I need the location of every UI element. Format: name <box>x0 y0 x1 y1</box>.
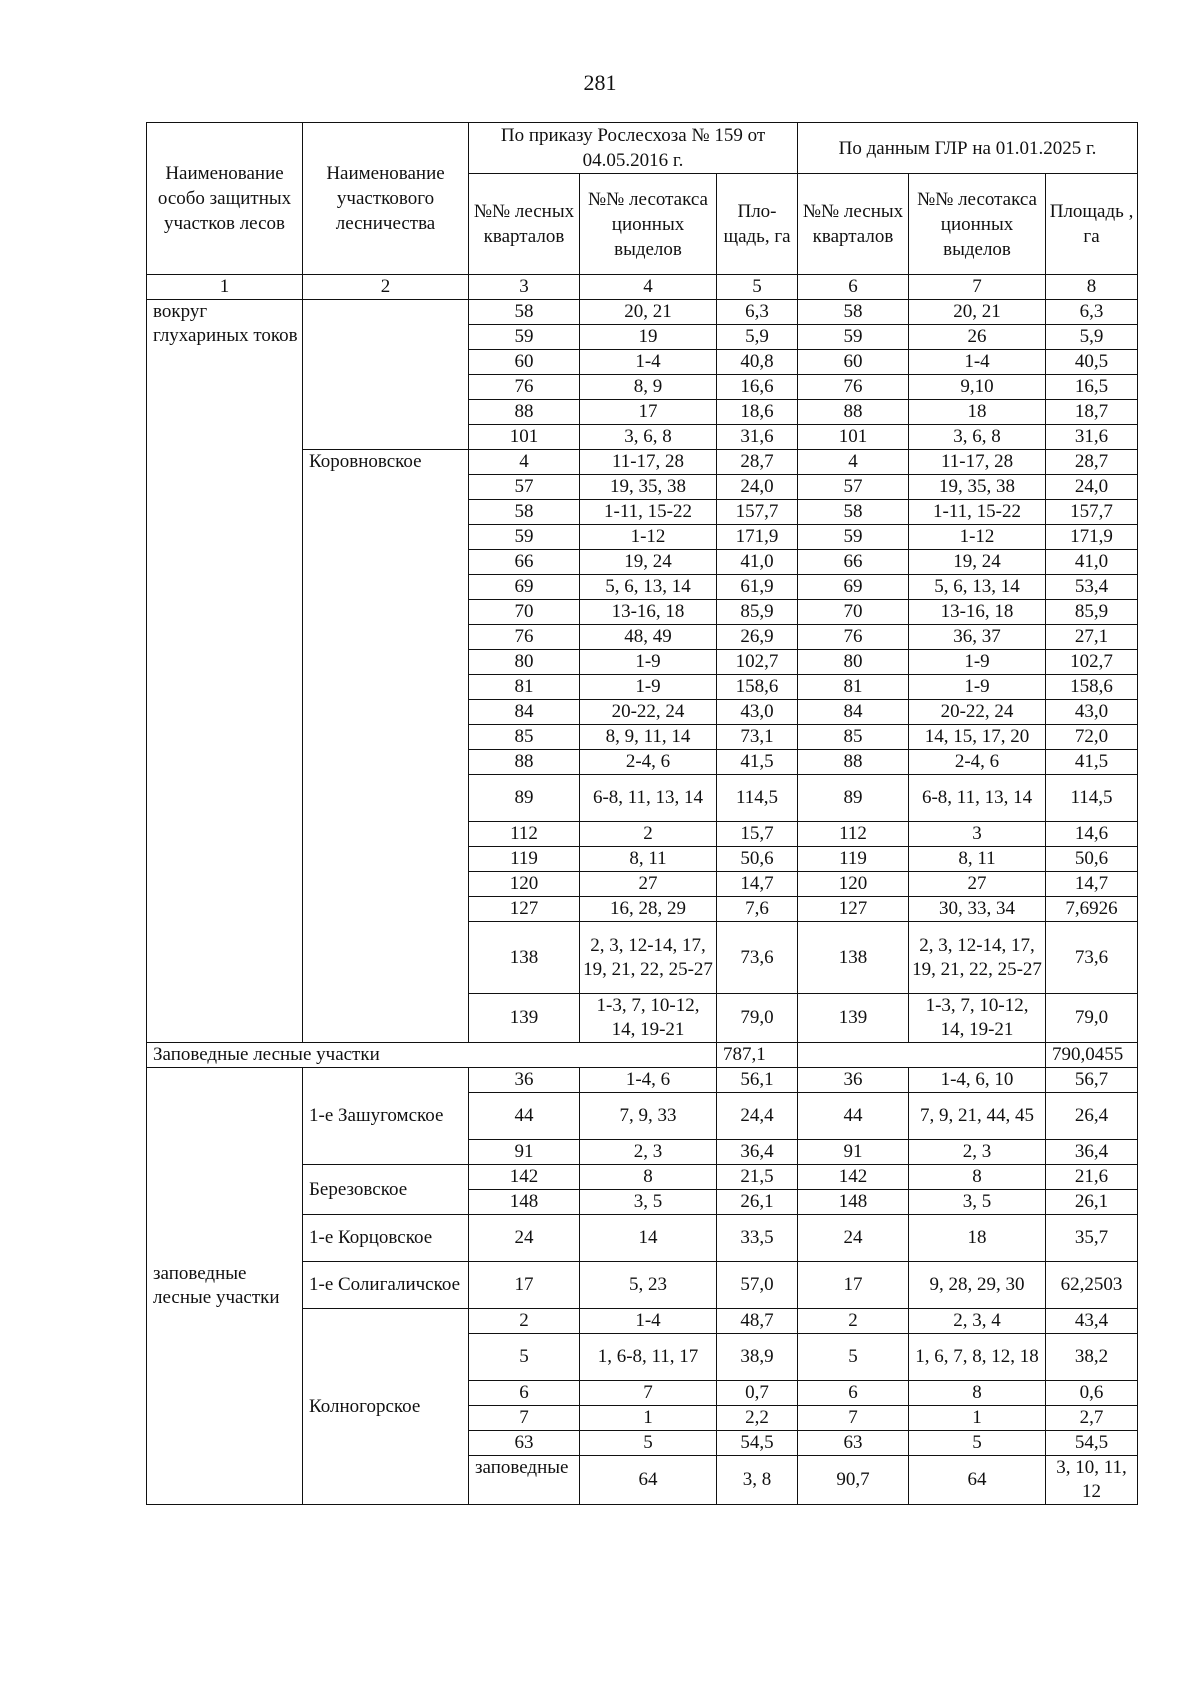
quarter-old-cell: 76 <box>469 625 580 650</box>
allotment-new-cell: 2-4, 6 <box>909 750 1046 775</box>
quarter-old-cell: 6 <box>469 1381 580 1406</box>
column-number: 1 <box>147 275 303 300</box>
quarter-old-cell: 59 <box>469 525 580 550</box>
area-old-cell: 5,9 <box>717 325 798 350</box>
quarter-new-cell: 58 <box>798 300 909 325</box>
empty-cell <box>303 300 469 450</box>
quarter-new-cell: 17 <box>798 1262 909 1309</box>
allotment-new-cell: 1-9 <box>909 675 1046 700</box>
quarter-old-cell: 80 <box>469 650 580 675</box>
quarter-old-cell: 66 <box>469 550 580 575</box>
quarter-new-cell: 70 <box>798 600 909 625</box>
allotment-new-cell: 18 <box>909 400 1046 425</box>
area-new-cell: 36,4 <box>1046 1140 1138 1165</box>
allotment-old-cell: 7 <box>580 1381 717 1406</box>
allotment-new-cell: 6-8, 11, 13, 14 <box>909 775 1046 822</box>
allotment-new-cell: 8 <box>909 1165 1046 1190</box>
quarter-old-cell: 101 <box>469 425 580 450</box>
quarter-new-cell: 120 <box>798 872 909 897</box>
allotment-old-cell: 8, 9, 11, 14 <box>580 725 717 750</box>
quarter-old-cell: 88 <box>469 750 580 775</box>
quarter-old-cell: 69 <box>469 575 580 600</box>
area-old-cell: 61,9 <box>717 575 798 600</box>
area-old-cell: 102,7 <box>717 650 798 675</box>
area-new-cell: 43,4 <box>1046 1309 1138 1334</box>
area-new-cell: 2,7 <box>1046 1406 1138 1431</box>
allotment-new-cell: 3 <box>909 822 1046 847</box>
protected-area-or-forestry-label: 1-е Солигаличское <box>303 1262 469 1309</box>
quarter-new-cell: 59 <box>798 325 909 350</box>
allotment-old-cell: 2-4, 6 <box>580 750 717 775</box>
allotment-new-cell: 1, 6, 7, 8, 12, 18 <box>909 1334 1046 1381</box>
area-old-cell: 90,7 <box>798 1456 909 1505</box>
allotment-old-cell: 1-4, 6 <box>580 1068 717 1093</box>
area-old-cell: 24,4 <box>717 1093 798 1140</box>
quarter-new-cell: 127 <box>798 897 909 922</box>
quarter-new-cell: 4 <box>798 450 909 475</box>
quarter-new-cell: 69 <box>798 575 909 600</box>
allotment-old-cell: 8 <box>580 1165 717 1190</box>
allotment-old-cell: 1 <box>580 1406 717 1431</box>
allotment-new-cell: 19, 35, 38 <box>909 475 1046 500</box>
area-old-cell: 24,0 <box>717 475 798 500</box>
quarter-old-cell: 63 <box>469 1431 580 1456</box>
header-glr-group: По данным ГЛР на 01.01.2025 г. <box>798 123 1138 174</box>
allotment-old-cell: 1-4 <box>580 1309 717 1334</box>
allotment-old-cell: 1-4 <box>580 350 717 375</box>
area-old-cell: 41,5 <box>717 750 798 775</box>
quarter-new-cell: 84 <box>798 700 909 725</box>
area-new-cell: 43,0 <box>1046 700 1138 725</box>
area-new-cell: 14,7 <box>1046 872 1138 897</box>
allotment-new-cell: 1-3, 7, 10-12, 14, 19-21 <box>909 994 1046 1043</box>
area-old-cell: 18,6 <box>717 400 798 425</box>
allotment-old-cell: 3, 8 <box>717 1456 798 1505</box>
allotment-new-cell: 27 <box>909 872 1046 897</box>
allotment-old-cell: 20, 21 <box>580 300 717 325</box>
allotment-old-cell: 1-9 <box>580 675 717 700</box>
area-old-cell: 21,5 <box>717 1165 798 1190</box>
quarter-old-cell: 17 <box>469 1262 580 1309</box>
allotment-new-cell: 1-4, 6, 10 <box>909 1068 1046 1093</box>
quarter-new-cell: 44 <box>798 1093 909 1140</box>
area-old-cell: 16,6 <box>717 375 798 400</box>
area-old-cell: 6,3 <box>717 300 798 325</box>
area-new-cell: 73,6 <box>1046 922 1138 994</box>
empty-cell <box>798 1043 1046 1068</box>
quarter-old-cell: 36 <box>469 1068 580 1093</box>
header-quarters-new: №№ лесных кварталов <box>798 174 909 275</box>
allotment-new-cell: 9, 28, 29, 30 <box>909 1262 1046 1309</box>
quarter-new-cell: 139 <box>798 994 909 1043</box>
area-new-cell: 5,9 <box>1046 325 1138 350</box>
area-new-cell: 157,7 <box>1046 500 1138 525</box>
quarter-new-cell: 5 <box>798 1334 909 1381</box>
column-number: 5 <box>717 275 798 300</box>
protected-area-or-forestry-label: вокруг глухариных токов <box>147 300 303 1043</box>
allotment-new-cell: 13-16, 18 <box>909 600 1046 625</box>
allotment-new-cell: 8 <box>909 1381 1046 1406</box>
area-old-cell: 79,0 <box>717 994 798 1043</box>
allotment-new-cell: 36, 37 <box>909 625 1046 650</box>
area-old-cell: 36,4 <box>717 1140 798 1165</box>
area-new-cell: 35,7 <box>1046 1215 1138 1262</box>
quarter-new-cell: 64 <box>909 1456 1046 1505</box>
area-old-cell: 40,8 <box>717 350 798 375</box>
area-old-cell: 26,1 <box>717 1190 798 1215</box>
quarter-new-cell: 66 <box>798 550 909 575</box>
quarter-new-cell: 148 <box>798 1190 909 1215</box>
quarter-old-cell: 44 <box>469 1093 580 1140</box>
quarter-old-cell: 88 <box>469 400 580 425</box>
area-new-cell: 6,3 <box>1046 300 1138 325</box>
area-old-cell: 85,9 <box>717 600 798 625</box>
quarter-old-cell: 85 <box>469 725 580 750</box>
quarter-new-cell: 85 <box>798 725 909 750</box>
allotment-new-cell: 5, 6, 13, 14 <box>909 575 1046 600</box>
quarter-new-cell: 2 <box>798 1309 909 1334</box>
area-old-cell: 2,2 <box>717 1406 798 1431</box>
area-new-cell: 79,0 <box>1046 994 1138 1043</box>
area-old-cell: 28,7 <box>717 450 798 475</box>
allotment-new-cell: 3, 10, 11, 12 <box>1046 1456 1138 1505</box>
area-old-cell: 50,6 <box>717 847 798 872</box>
protected-area-or-forestry-label: Колногорское <box>303 1309 469 1505</box>
quarter-new-cell: 63 <box>798 1431 909 1456</box>
allotment-old-cell: 3, 5 <box>580 1190 717 1215</box>
quarter-old-cell: 60 <box>469 350 580 375</box>
area-new-cell: 53,4 <box>1046 575 1138 600</box>
column-number: 4 <box>580 275 717 300</box>
quarter-old-cell: 59 <box>469 325 580 350</box>
quarter-new-cell: 60 <box>798 350 909 375</box>
allotment-old-cell: 8, 11 <box>580 847 717 872</box>
area-new-cell: 72,0 <box>1046 725 1138 750</box>
quarter-old-cell: 119 <box>469 847 580 872</box>
quarter-old-cell: 2 <box>469 1309 580 1334</box>
allotment-old-cell: 1-9 <box>580 650 717 675</box>
quarter-new-cell: 88 <box>798 750 909 775</box>
area-old-cell: 0,7 <box>717 1381 798 1406</box>
area-new-cell: 27,1 <box>1046 625 1138 650</box>
allotment-new-cell: 1-12 <box>909 525 1046 550</box>
header-protected-area-name: Наименование особо защитных участков лесов <box>147 123 303 275</box>
allotment-new-cell: 9,10 <box>909 375 1046 400</box>
quarter-old-cell: 127 <box>469 897 580 922</box>
allotment-old-cell: 19, 35, 38 <box>580 475 717 500</box>
reserved-total-area-new: 790,0455 <box>1046 1043 1138 1068</box>
allotment-old-cell: 48, 49 <box>580 625 717 650</box>
quarter-old-cell: 76 <box>469 375 580 400</box>
protected-area-or-forestry-label: заповедные <box>469 1456 580 1505</box>
header-order-group: По приказу Рослесхоза № 159 от 04.05.2016 г. <box>469 123 798 174</box>
allotment-old-cell: 1, 6-8, 11, 17 <box>580 1334 717 1381</box>
quarter-new-cell: 142 <box>798 1165 909 1190</box>
quarter-new-cell: 58 <box>798 500 909 525</box>
quarter-new-cell: 91 <box>798 1140 909 1165</box>
header-forestry-name: Наименование участкового лесничества <box>303 123 469 275</box>
area-new-cell: 14,6 <box>1046 822 1138 847</box>
quarter-old-cell: 58 <box>469 500 580 525</box>
quarter-old-cell: 120 <box>469 872 580 897</box>
area-old-cell: 41,0 <box>717 550 798 575</box>
protected-area-or-forestry-label: 1-е Корцовское <box>303 1215 469 1262</box>
allotment-old-cell: 8, 9 <box>580 375 717 400</box>
reserved-total-row <box>147 1043 1138 1068</box>
quarter-old-cell: 81 <box>469 675 580 700</box>
quarter-new-cell: 7 <box>798 1406 909 1431</box>
area-new-cell: 85,9 <box>1046 600 1138 625</box>
allotment-old-cell: 19, 24 <box>580 550 717 575</box>
area-new-cell: 26,1 <box>1046 1190 1138 1215</box>
quarter-new-cell: 36 <box>798 1068 909 1093</box>
area-old-cell: 158,6 <box>717 675 798 700</box>
area-old-cell: 56,1 <box>717 1068 798 1093</box>
area-new-cell: 0,6 <box>1046 1381 1138 1406</box>
allotment-old-cell: 3, 6, 8 <box>580 425 717 450</box>
area-old-cell: 14,7 <box>717 872 798 897</box>
allotment-old-cell: 2, 3 <box>580 1140 717 1165</box>
allotment-old-cell: 20-22, 24 <box>580 700 717 725</box>
allotment-old-cell: 11-17, 28 <box>580 450 717 475</box>
area-old-cell: 57,0 <box>717 1262 798 1309</box>
allotment-old-cell: 2 <box>580 822 717 847</box>
allotment-new-cell: 19, 24 <box>909 550 1046 575</box>
area-new-cell: 16,5 <box>1046 375 1138 400</box>
area-new-cell: 21,6 <box>1046 1165 1138 1190</box>
allotment-old-cell: 27 <box>580 872 717 897</box>
area-old-cell: 73,6 <box>717 922 798 994</box>
quarter-new-cell: 81 <box>798 675 909 700</box>
allotment-old-cell: 1-12 <box>580 525 717 550</box>
allotment-old-cell: 19 <box>580 325 717 350</box>
area-new-cell: 7,6926 <box>1046 897 1138 922</box>
quarter-old-cell: 138 <box>469 922 580 994</box>
quarter-new-cell: 112 <box>798 822 909 847</box>
allotment-new-cell: 14, 15, 17, 20 <box>909 725 1046 750</box>
area-new-cell: 31,6 <box>1046 425 1138 450</box>
quarter-old-cell: 4 <box>469 450 580 475</box>
reserved-total-area-old: 787,1 <box>717 1043 798 1068</box>
quarter-old-cell: 139 <box>469 994 580 1043</box>
area-new-cell: 28,7 <box>1046 450 1138 475</box>
allotment-new-cell: 20, 21 <box>909 300 1046 325</box>
quarter-new-cell: 119 <box>798 847 909 872</box>
quarter-old-cell: 7 <box>469 1406 580 1431</box>
quarter-new-cell: 76 <box>798 625 909 650</box>
area-new-cell: 171,9 <box>1046 525 1138 550</box>
header-allotments-new: №№ лесотакса ционных выделов <box>909 174 1046 275</box>
quarter-new-cell: 57 <box>798 475 909 500</box>
header-area-old: Пло-щадь, га <box>717 174 798 275</box>
quarter-new-cell: 76 <box>798 375 909 400</box>
protected-area-or-forestry-label: 1-е Зашугомское <box>303 1068 469 1165</box>
page-number: 281 <box>583 70 617 95</box>
allotment-old-cell: 17 <box>580 400 717 425</box>
allotment-old-cell: 5, 6, 13, 14 <box>580 575 717 600</box>
reserved-total-label: Заповедные лесные участки <box>147 1043 717 1068</box>
allotment-old-cell: 16, 28, 29 <box>580 897 717 922</box>
protected-area-or-forestry-label: заповедные лесные участки <box>147 1068 303 1505</box>
area-new-cell: 54,5 <box>1046 1431 1138 1456</box>
quarter-new-cell: 138 <box>798 922 909 994</box>
allotment-new-cell: 1-11, 15-22 <box>909 500 1046 525</box>
protected-area-or-forestry-label: Коровновское <box>303 450 469 1043</box>
quarter-new-cell: 101 <box>798 425 909 450</box>
area-new-cell: 114,5 <box>1046 775 1138 822</box>
table-row <box>147 1068 1138 1093</box>
allotment-new-cell: 1 <box>909 1406 1046 1431</box>
allotment-new-cell: 1-4 <box>909 350 1046 375</box>
area-old-cell: 26,9 <box>717 625 798 650</box>
quarter-old-cell: 84 <box>469 700 580 725</box>
allotment-old-cell: 7, 9, 33 <box>580 1093 717 1140</box>
area-old-cell: 114,5 <box>717 775 798 822</box>
allotment-new-cell: 5 <box>909 1431 1046 1456</box>
allotment-new-cell: 2, 3, 4 <box>909 1309 1046 1334</box>
allotment-new-cell: 3, 6, 8 <box>909 425 1046 450</box>
quarter-new-cell: 24 <box>798 1215 909 1262</box>
column-number: 8 <box>1046 275 1138 300</box>
allotment-new-cell: 2, 3, 12-14, 17, 19, 21, 22, 25-27 <box>909 922 1046 994</box>
allotment-old-cell: 6-8, 11, 13, 14 <box>580 775 717 822</box>
area-new-cell: 158,6 <box>1046 675 1138 700</box>
area-old-cell: 43,0 <box>717 700 798 725</box>
quarter-new-cell: 59 <box>798 525 909 550</box>
area-old-cell: 7,6 <box>717 897 798 922</box>
area-new-cell: 56,7 <box>1046 1068 1138 1093</box>
allotment-old-cell: 5 <box>580 1431 717 1456</box>
quarter-old-cell: 70 <box>469 600 580 625</box>
header-area-new: Площадь , га <box>1046 174 1138 275</box>
quarter-old-cell: 148 <box>469 1190 580 1215</box>
quarter-old-cell: 64 <box>580 1456 717 1505</box>
column-number: 7 <box>909 275 1046 300</box>
allotment-new-cell: 11-17, 28 <box>909 450 1046 475</box>
allotment-old-cell: 1-11, 15-22 <box>580 500 717 525</box>
column-number: 6 <box>798 275 909 300</box>
allotment-new-cell: 7, 9, 21, 44, 45 <box>909 1093 1046 1140</box>
area-new-cell: 38,2 <box>1046 1334 1138 1381</box>
protected-area-or-forestry-label: Березовское <box>303 1165 469 1215</box>
allotment-new-cell: 1-9 <box>909 650 1046 675</box>
header-row-1 <box>147 123 1138 174</box>
column-number: 2 <box>303 275 469 300</box>
area-old-cell: 54,5 <box>717 1431 798 1456</box>
quarter-new-cell: 88 <box>798 400 909 425</box>
area-new-cell: 26,4 <box>1046 1093 1138 1140</box>
allotment-new-cell: 8, 11 <box>909 847 1046 872</box>
allotment-old-cell: 2, 3, 12-14, 17, 19, 21, 22, 25-27 <box>580 922 717 994</box>
quarter-old-cell: 57 <box>469 475 580 500</box>
quarter-old-cell: 5 <box>469 1334 580 1381</box>
area-old-cell: 171,9 <box>717 525 798 550</box>
quarter-new-cell: 80 <box>798 650 909 675</box>
quarter-old-cell: 58 <box>469 300 580 325</box>
area-old-cell: 33,5 <box>717 1215 798 1262</box>
column-number-row <box>147 275 1138 300</box>
allotment-new-cell: 20-22, 24 <box>909 700 1046 725</box>
header-quarters-old: №№ лесных кварталов <box>469 174 580 275</box>
header-allotments-old: №№ лесотакса ционных выделов <box>580 174 717 275</box>
allotment-new-cell: 3, 5 <box>909 1190 1046 1215</box>
area-old-cell: 48,7 <box>717 1309 798 1334</box>
area-new-cell: 62,2503 <box>1046 1262 1138 1309</box>
allotment-old-cell: 1-3, 7, 10-12, 14, 19-21 <box>580 994 717 1043</box>
table-row <box>147 300 1138 325</box>
area-new-cell: 102,7 <box>1046 650 1138 675</box>
allotment-new-cell: 2, 3 <box>909 1140 1046 1165</box>
area-old-cell: 31,6 <box>717 425 798 450</box>
quarter-old-cell: 112 <box>469 822 580 847</box>
quarter-old-cell: 91 <box>469 1140 580 1165</box>
quarter-new-cell: 6 <box>798 1381 909 1406</box>
forest-areas-table <box>146 122 1138 1505</box>
area-new-cell: 18,7 <box>1046 400 1138 425</box>
allotment-old-cell: 5, 23 <box>580 1262 717 1309</box>
quarter-old-cell: 24 <box>469 1215 580 1262</box>
area-new-cell: 41,5 <box>1046 750 1138 775</box>
area-old-cell: 73,1 <box>717 725 798 750</box>
allotment-old-cell: 13-16, 18 <box>580 600 717 625</box>
allotment-new-cell: 26 <box>909 325 1046 350</box>
column-number: 3 <box>469 275 580 300</box>
quarter-new-cell: 89 <box>798 775 909 822</box>
allotment-old-cell: 14 <box>580 1215 717 1262</box>
quarter-old-cell: 142 <box>469 1165 580 1190</box>
area-new-cell: 24,0 <box>1046 475 1138 500</box>
area-old-cell: 38,9 <box>717 1334 798 1381</box>
area-new-cell: 40,5 <box>1046 350 1138 375</box>
area-new-cell: 41,0 <box>1046 550 1138 575</box>
area-old-cell: 15,7 <box>717 822 798 847</box>
allotment-new-cell: 18 <box>909 1215 1046 1262</box>
area-new-cell: 50,6 <box>1046 847 1138 872</box>
area-old-cell: 157,7 <box>717 500 798 525</box>
quarter-old-cell: 89 <box>469 775 580 822</box>
allotment-new-cell: 30, 33, 34 <box>909 897 1046 922</box>
